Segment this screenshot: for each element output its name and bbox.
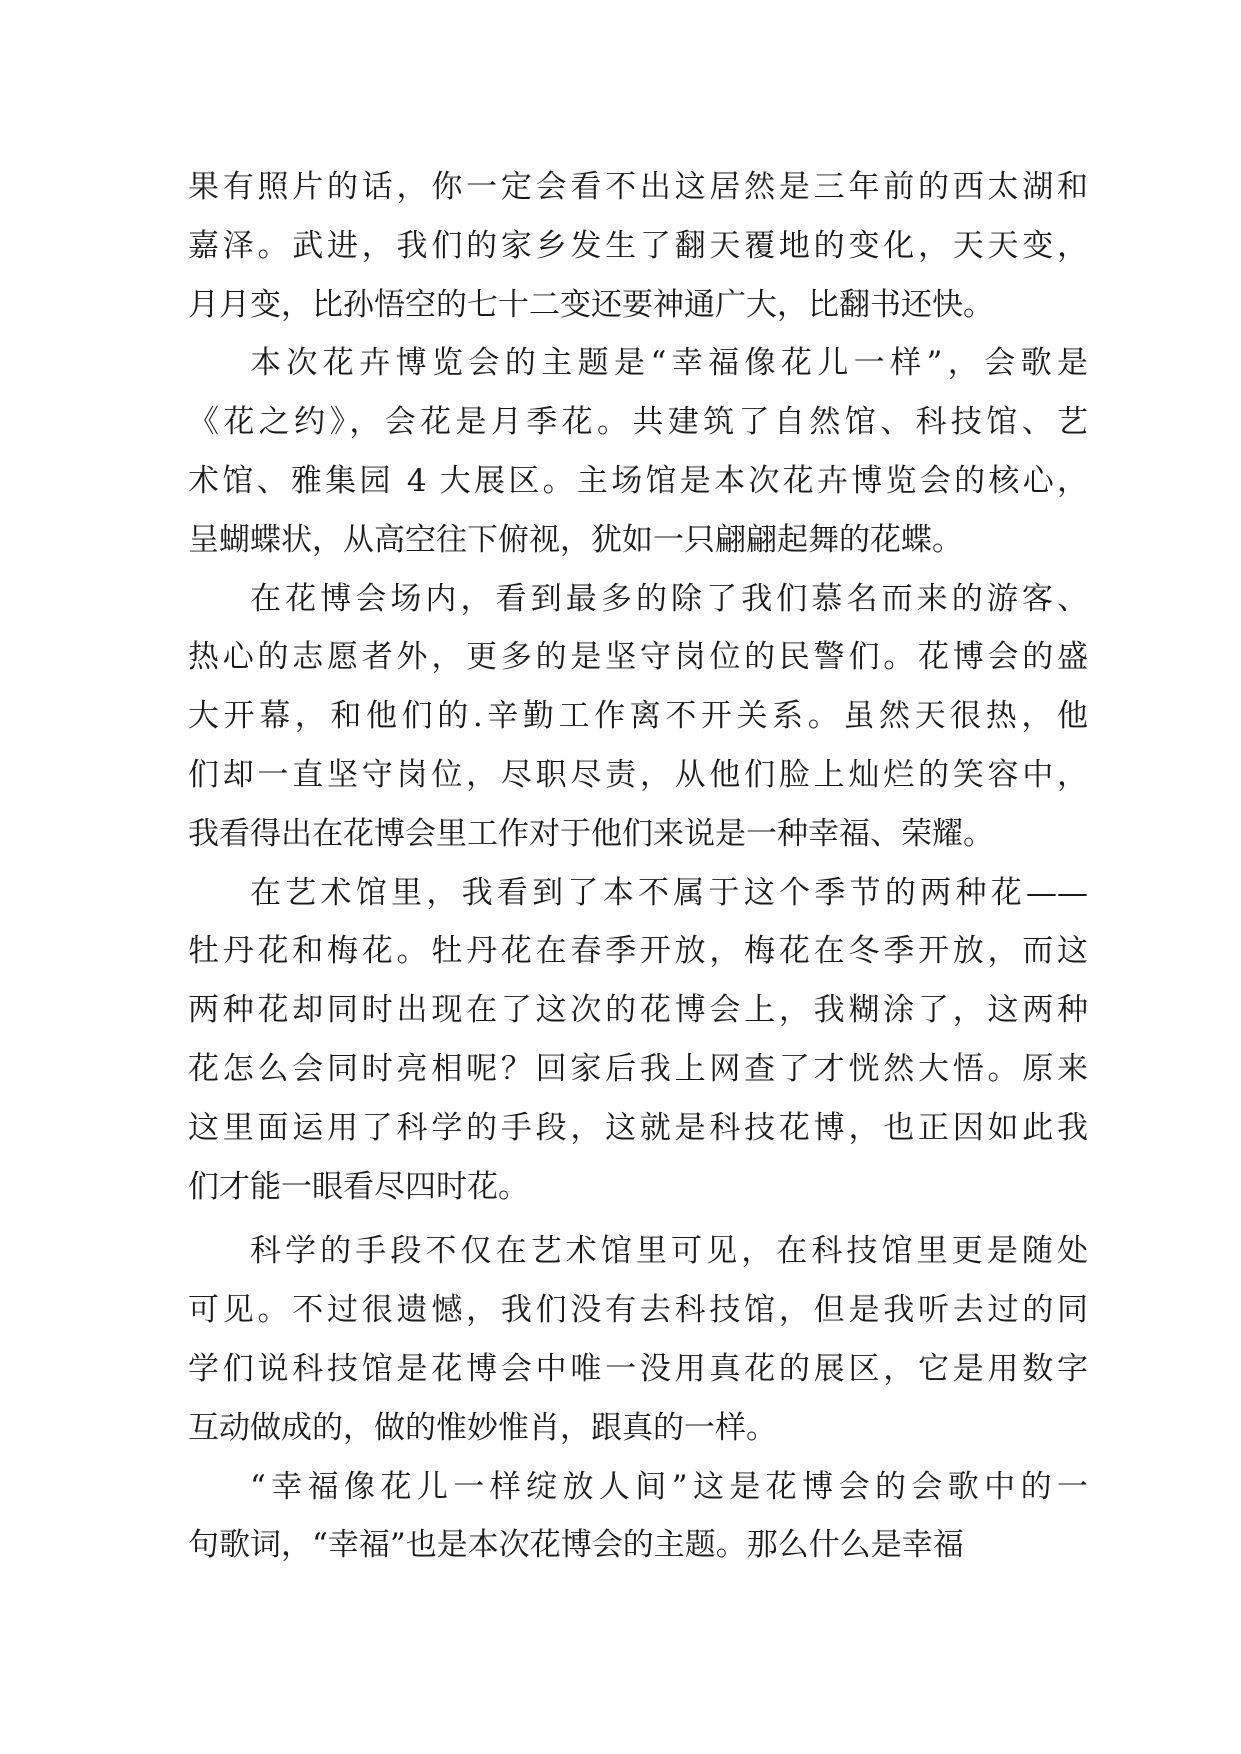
text-line: 牡丹花和梅花。牡丹花在春季开放，梅花在冬季开放，而这 bbox=[188, 933, 1088, 970]
text-line: 两种花却同时出现在了这次的花博会上，我糊涂了，这两种 bbox=[188, 992, 1088, 1029]
text-line: 月月变，比孙悟空的七十二变还要神通广大，比翻书还快。 bbox=[188, 286, 994, 323]
text-line: 们才能一眼看尽四时花。 bbox=[188, 1168, 529, 1205]
text-line: 学们说科技馆是花博会中唯一没用真花的展区，它是用数字 bbox=[188, 1350, 1088, 1387]
text-line: 大开幕，和他们的.辛勤工作离不开关系。虽然天很热，他 bbox=[188, 698, 1088, 735]
text-line: 本次花卉博览会的主题是“幸福像花儿一样”，会歌是 bbox=[250, 345, 1088, 382]
paragraph bbox=[188, 1458, 1088, 1576]
text-line: 科学的手段不仅在艺术馆里可见，在科技馆里更是随处 bbox=[250, 1233, 1088, 1270]
text-line: 热心的志愿者外，更多的是坚守岗位的民警们。花博会的盛 bbox=[188, 639, 1088, 676]
text-line: “幸福像花儿一样绽放人间”这是花博会的会歌中的一 bbox=[250, 1468, 1088, 1505]
text-line: 嘉泽。武进，我们的家乡发生了翻天覆地的变化，天天变， bbox=[188, 227, 1088, 264]
text-line: 可见。不过很遗憾，我们没有去科技馆，但是我听去过的同 bbox=[188, 1292, 1088, 1329]
paragraph bbox=[188, 864, 1088, 1217]
text-line: 句歌词，“幸福”也是本次花博会的主题。那么什么是幸福 bbox=[188, 1527, 964, 1564]
text-line: 在艺术馆里，我看到了本不属于这个季节的两种花—— bbox=[250, 874, 1088, 911]
text-line: 互动做成的，做的惟妙惟肖，跟真的一样。 bbox=[188, 1409, 777, 1446]
text-line: 我看得出在花博会里工作对于他们来说是一种幸福、荣耀。 bbox=[188, 815, 994, 852]
body-text bbox=[188, 158, 1088, 1575]
paragraph bbox=[188, 158, 1088, 334]
text-line: 们却一直坚守岗位，尽职尽责，从他们脸上灿烂的笑容中， bbox=[188, 756, 1088, 793]
text-line: 术馆、雅集园 4 大展区。主场馆是本次花卉博览会的核心， bbox=[188, 462, 1088, 499]
text-line: 花怎么会同时亮相呢？回家后我上网查了才恍然大悟。原来 bbox=[188, 1050, 1088, 1087]
text-line: 这里面运用了科学的手段，这就是科技花博，也正因如此我 bbox=[188, 1109, 1088, 1146]
paragraph bbox=[188, 1222, 1088, 1457]
paragraph bbox=[188, 570, 1088, 864]
text-line: 呈蝴蝶状，从高空往下俯视，犹如一只翩翩起舞的花蝶。 bbox=[188, 521, 963, 558]
text-line: 在花博会场内，看到最多的除了我们慕名而来的游客、 bbox=[250, 580, 1088, 617]
text-line: 果有照片的话，你一定会看不出这居然是三年前的西太湖和 bbox=[188, 169, 1088, 205]
paragraph bbox=[188, 334, 1088, 569]
text-line: 《花之约》，会花是月季花。共建筑了自然馆、科技馆、艺 bbox=[188, 404, 1088, 441]
